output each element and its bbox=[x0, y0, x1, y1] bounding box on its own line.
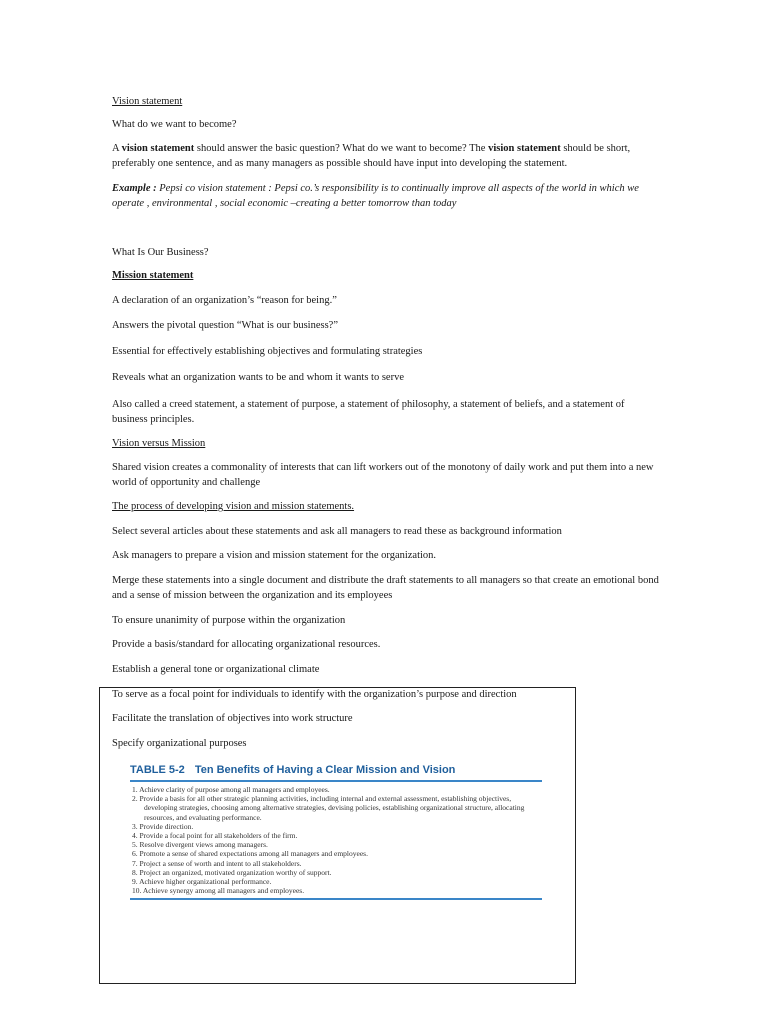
table-row: 1. Achieve clarity of purpose among all managers and employees. bbox=[132, 785, 330, 794]
process-item: Facilitate the translation of objectives into work structure bbox=[112, 713, 353, 724]
vision-paragraph: A vision statement should answer the basic question? What do we want to become? The vision statement should be short, preferably one sentence, and as many managers as possible should have input into developing the statement. bbox=[112, 143, 631, 169]
process-item: Specify organizational purposes bbox=[112, 738, 247, 749]
example-label: Example : bbox=[112, 183, 157, 194]
process-heading: The process of developing vision and mission statements. bbox=[112, 501, 355, 512]
process-item: To serve as a focal point for individuals to identify with the organization’s purpose and direction bbox=[112, 689, 517, 700]
table-bottom-rule bbox=[130, 898, 542, 900]
mission-item: Answers the pivotal question “What is our business?” bbox=[112, 320, 338, 331]
mission-heading: Mission statement bbox=[112, 270, 194, 281]
vision-heading: Vision statement bbox=[112, 96, 183, 107]
table-row: 8. Project an organized, motivated organization worthy of support. bbox=[132, 867, 332, 877]
table-row: 7. Project a sense of worth and intent to all stakeholders. bbox=[132, 858, 302, 868]
benefits-table bbox=[130, 764, 542, 900]
process-item: Provide a basis/standard for allocating organizational resources. bbox=[112, 639, 381, 650]
table-row: 6. Promote a sense of shared expectations among all managers and employees. bbox=[132, 849, 368, 859]
process-item: Merge these statements into a single document and distribute the draft statements to all managers so that create an emotional bond and a sense of mission between the organization and its employees bbox=[112, 575, 659, 601]
process-item: Ask managers to prepare a vision and mission statement for the organization. bbox=[112, 550, 437, 561]
table-caption: Ten Benefits of Having a Clear Mission and Vision bbox=[194, 764, 456, 776]
vision-question: What do we want to become? bbox=[112, 119, 237, 130]
mission-item: Also called a creed statement, a statement of purpose, a statement of philosophy, a statement of beliefs, and a statement of business principles. bbox=[112, 399, 625, 425]
example-text: Pepsi co vision statement : Pepsi co.’s responsibility is to continually improve all aspects of the world in which we operate , environmental , social economic –creating a better tomorrow than today bbox=[112, 183, 639, 209]
table-row: 9. Achieve higher organizational performance. bbox=[132, 877, 272, 887]
table-top-rule bbox=[130, 780, 542, 782]
business-question: What Is Our Business? bbox=[112, 247, 209, 258]
table-row: 4. Provide a focal point for all stakeholders of the firm. bbox=[132, 831, 298, 841]
vision-example bbox=[112, 181, 660, 211]
process-item: To ensure unanimity of purpose within the organization bbox=[112, 615, 346, 626]
mission-item: A declaration of an organization’s “reason for being.” bbox=[112, 295, 337, 306]
table-title bbox=[130, 764, 542, 776]
mission-item: Essential for effectively establishing objectives and formulating strategies bbox=[112, 346, 423, 357]
versus-heading: Vision versus Mission bbox=[112, 438, 206, 449]
table-list bbox=[130, 785, 542, 895]
versus-text: Shared vision creates a commonality of interests that can lift workers out of the monotony of daily work and put them into a new world of opportunity and challenge bbox=[112, 462, 654, 488]
table-row: 3. Provide direction. bbox=[132, 821, 194, 831]
table-row: 5. Resolve divergent views among managers. bbox=[132, 840, 268, 850]
process-item: Establish a general tone or organizational climate bbox=[112, 664, 320, 675]
table-row: 2. Provide a basis for all other strategic planning activities, including internal and external assessment, establishing objectives, developing strategies, choosing among alternative strategies, devising policies, establishing organizational structure, allocating resources, and evaluating performance. bbox=[132, 794, 525, 822]
table-row: 10. Achieve synergy among all managers and employees. bbox=[132, 886, 305, 896]
process-item: Select several articles about these statements and ask all managers to read these as background information bbox=[112, 526, 562, 537]
mission-item: Reveals what an organization wants to be and whom it wants to serve bbox=[112, 372, 404, 383]
table-number: TABLE 5-2 bbox=[130, 764, 185, 776]
